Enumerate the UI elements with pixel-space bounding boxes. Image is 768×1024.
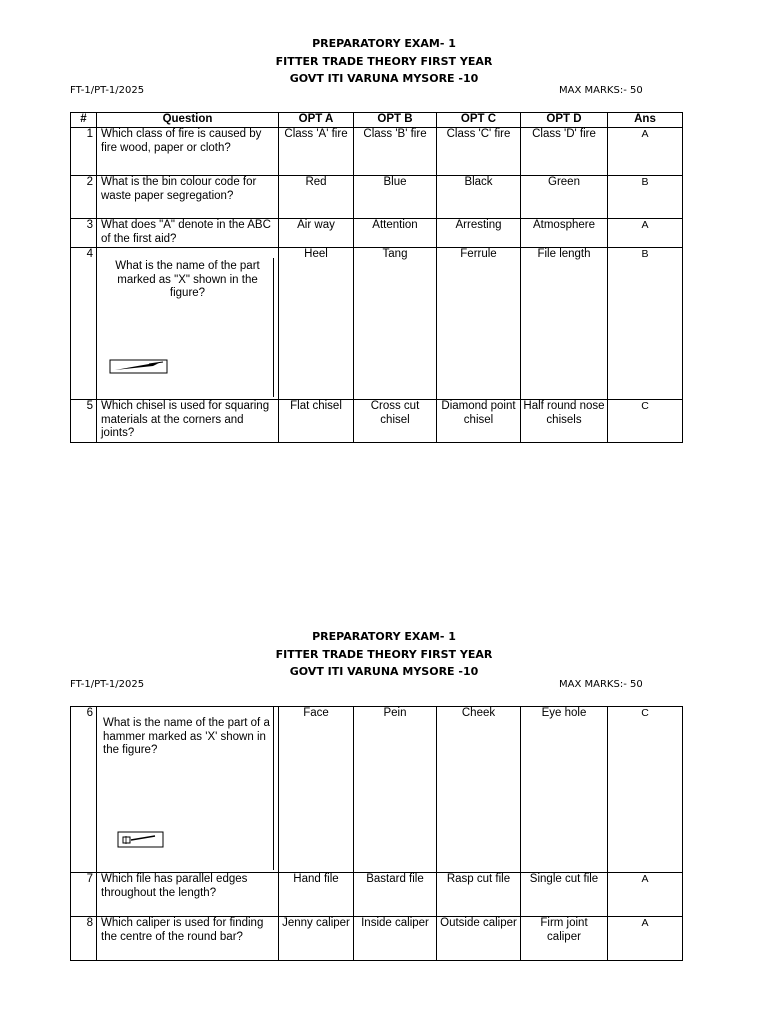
file-figure-icon (109, 358, 169, 376)
table-row (71, 219, 683, 248)
column-header: OPT B (354, 113, 437, 128)
question-number: 7 (71, 873, 97, 917)
column-header: OPT C (437, 113, 521, 128)
table-row (71, 400, 683, 443)
option-b: Bastard file (354, 873, 437, 917)
institute-name: GOVT ITI VARUNA MYSORE -10 (289, 665, 479, 678)
max-marks: MAX MARKS:- 50 (559, 85, 643, 96)
table-row (71, 248, 683, 400)
question-text: Which class of fire is caused by fire wood, paper or cloth? (97, 128, 279, 176)
column-header: Ans (608, 113, 683, 128)
option-d: Green (521, 176, 608, 219)
table-row (71, 707, 683, 873)
option-c: Diamond point chisel (437, 400, 521, 443)
option-c: Outside caliper (437, 917, 521, 961)
column-header: OPT D (521, 113, 608, 128)
question-text: What does "A" denote in the ABC of the first aid? (97, 219, 279, 248)
option-d: Eye hole (521, 707, 608, 873)
exam-subtitle: FITTER TRADE THEORY FIRST YEAR (275, 647, 493, 661)
question-number: 6 (71, 707, 97, 873)
option-b: Blue (354, 176, 437, 219)
option-a: Air way (279, 219, 354, 248)
table-row (71, 917, 683, 961)
option-c: Ferrule (437, 248, 521, 400)
table-row (71, 128, 683, 176)
option-d: Firm joint caliper (521, 917, 608, 961)
question-table-page1 (70, 112, 683, 443)
table-header-row (71, 113, 683, 128)
option-c: Black (437, 176, 521, 219)
question-number: 2 (71, 176, 97, 219)
question-number: 3 (71, 219, 97, 248)
option-b: Attention (354, 219, 437, 248)
answer: A (608, 917, 683, 961)
option-d: Class 'D' fire (521, 128, 608, 176)
question-text: What is the name of the part marked as "X" shown in the figure? (115, 260, 260, 299)
option-a: Jenny caliper (279, 917, 354, 961)
option-a: Flat chisel (279, 400, 354, 443)
answer: C (608, 707, 683, 873)
table-row (71, 176, 683, 219)
option-a: Hand file (279, 873, 354, 917)
exam-header-page1 (0, 35, 768, 88)
hammer-figure-icon (117, 831, 165, 849)
exam-subtitle: FITTER TRADE THEORY FIRST YEAR (275, 54, 493, 68)
option-d: File length (521, 248, 608, 400)
answer: C (608, 400, 683, 443)
answer: B (608, 248, 683, 400)
option-a: Red (279, 176, 354, 219)
exam-title: PREPARATORY EXAM- 1 (312, 630, 456, 643)
answer: A (608, 873, 683, 917)
question-with-figure (97, 707, 279, 873)
option-b: Inside caliper (354, 917, 437, 961)
option-d: Single cut file (521, 873, 608, 917)
question-number: 1 (71, 128, 97, 176)
exam-title: PREPARATORY EXAM- 1 (312, 37, 456, 50)
answer: A (608, 219, 683, 248)
question-text: What is the bin colour code for waste paper segregation? (97, 176, 279, 219)
option-b: Tang (354, 248, 437, 400)
option-a: Face (279, 707, 354, 873)
option-b: Cross cut chisel (354, 400, 437, 443)
question-text: Which caliper is used for finding the centre of the round bar? (97, 917, 279, 961)
answer: A (608, 128, 683, 176)
option-c: Rasp cut file (437, 873, 521, 917)
institute-name: GOVT ITI VARUNA MYSORE -10 (289, 72, 479, 85)
question-number: 8 (71, 917, 97, 961)
question-with-figure (97, 248, 279, 400)
option-d: Half round nose chisels (521, 400, 608, 443)
figure-frame (99, 258, 274, 397)
option-c: Arresting (437, 219, 521, 248)
option-c: Class 'C' fire (437, 128, 521, 176)
question-number: 4 (71, 248, 97, 400)
exam-code: FT-1/PT-1/2025 (70, 85, 145, 96)
question-text: Which file has parallel edges throughout the length? (97, 873, 279, 917)
question-text: Which chisel is used for squaring materials at the corners and joints? (97, 400, 279, 443)
exam-code: FT-1/PT-1/2025 (70, 679, 145, 690)
column-header: OPT A (279, 113, 354, 128)
option-a: Class 'A' fire (279, 128, 354, 176)
answer: B (608, 176, 683, 219)
option-d: Atmosphere (521, 219, 608, 248)
option-b: Class 'B' fire (354, 128, 437, 176)
question-table-page2 (70, 706, 683, 961)
column-header: Question (97, 113, 279, 128)
table-row (71, 873, 683, 917)
question-number: 5 (71, 400, 97, 443)
option-b: Pein (354, 707, 437, 873)
exam-header-page2 (0, 628, 768, 681)
option-c: Cheek (437, 707, 521, 873)
option-a: Heel (279, 248, 354, 400)
question-text: What is the name of the part of a hammer marked as 'X' shown in the figure? (103, 717, 270, 756)
column-header: # (71, 113, 97, 128)
max-marks: MAX MARKS:- 50 (559, 679, 643, 690)
